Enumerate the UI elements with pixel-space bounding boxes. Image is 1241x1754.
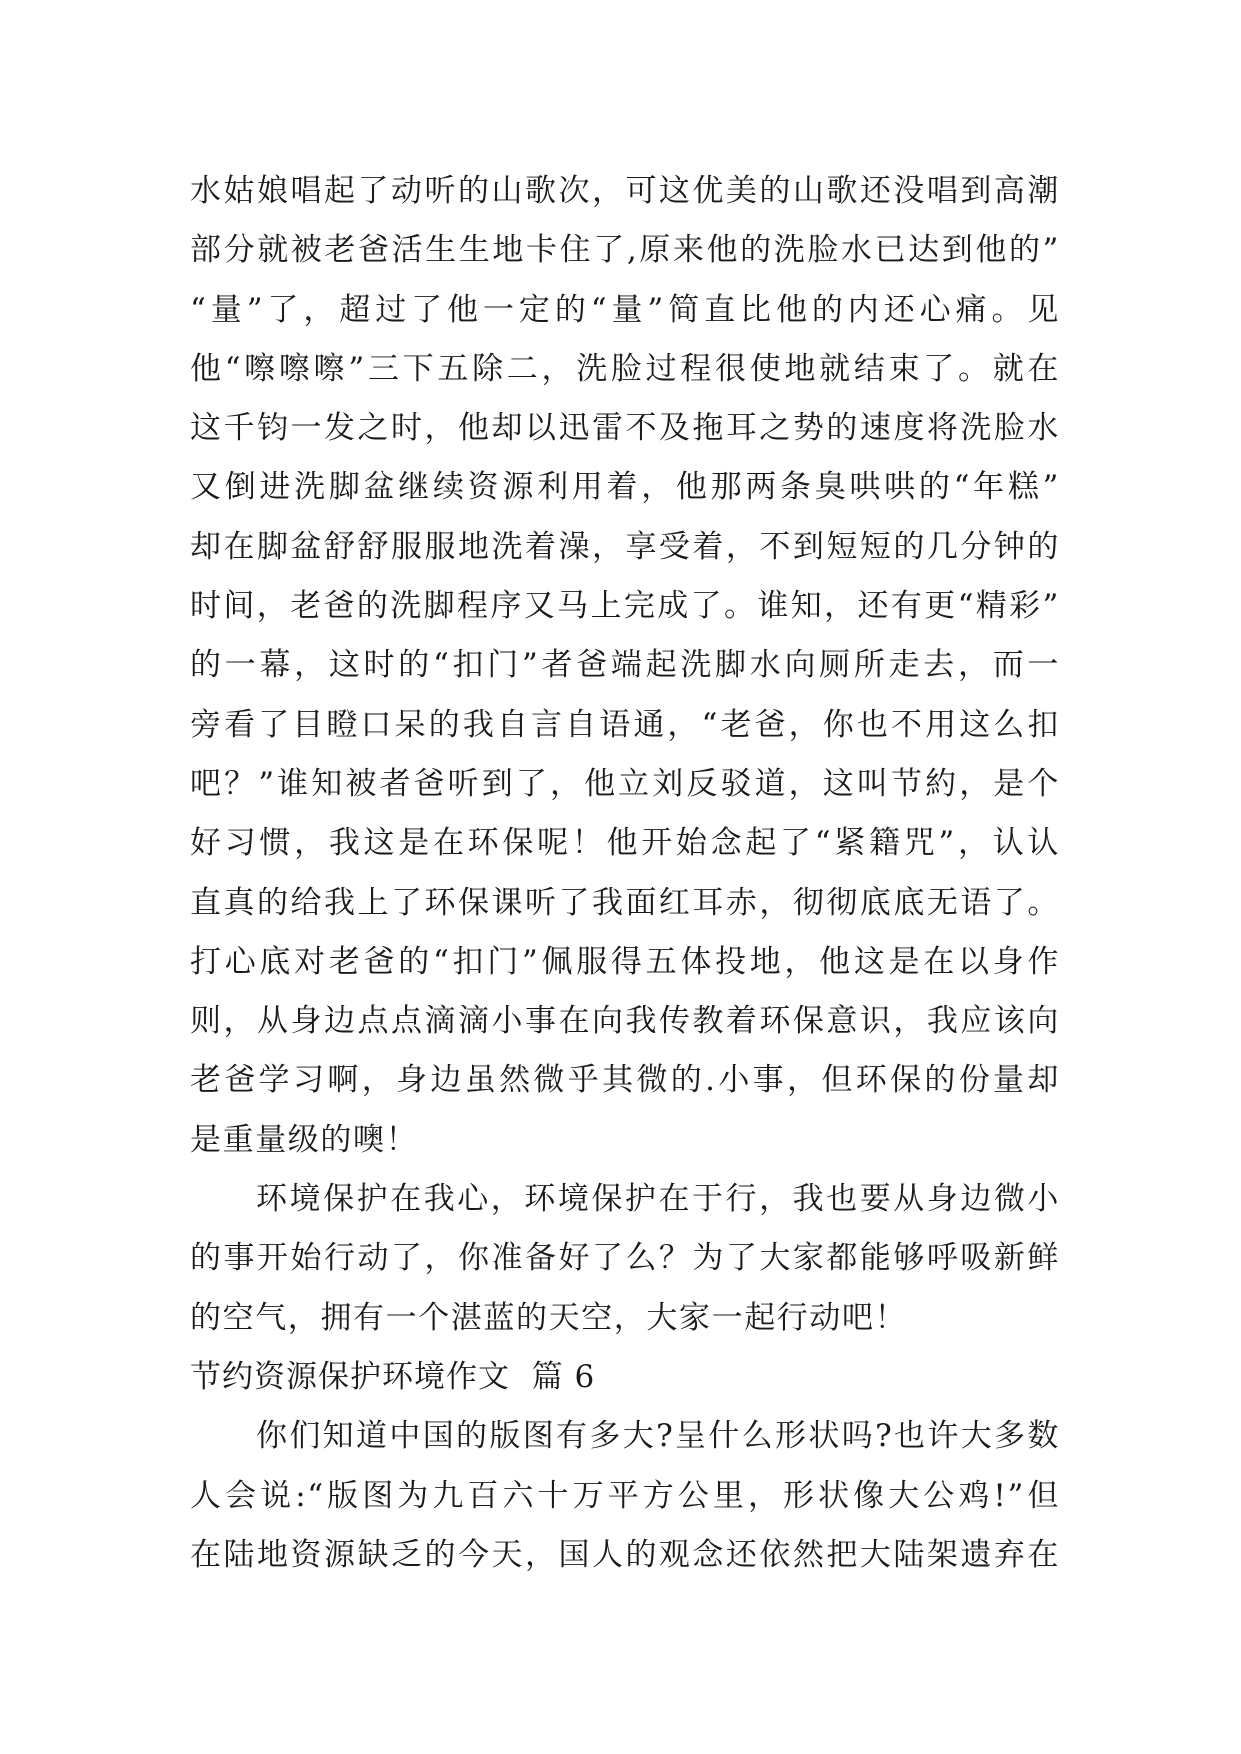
- text-line: 环境保护在我心，环境保护在于行，我也要从身边微小: [256, 1181, 1060, 1218]
- text-line: 好习惯，我这是在环保呢！他开始念起了“紧籍咒”，认认: [190, 825, 1060, 862]
- paragraph-3: [190, 1407, 1060, 1585]
- text-line: 这千钧一发之时，他却以迅雷不及拖耳之势的速度将洗脸水: [190, 410, 1060, 447]
- document-body: [190, 162, 1060, 1585]
- text-line: 的空气，拥有一个湛蓝的天空，大家一起行动吧！: [190, 1299, 908, 1336]
- text-line: 时间，老爸的洗脚程序又马上完成了。谁知，还有更“精彩”: [190, 588, 1060, 625]
- text-line: 又倒进洗脚盆继续资源利用着，他那两条臭哄哄的“年糕”: [190, 469, 1060, 506]
- text-line: 部分就被老爸活生生地卡住了,原来他的洗脸水已达到他的”: [190, 232, 1060, 269]
- text-line: “量”了，超过了他一定的“量”简直比他的内还心痛。见: [190, 291, 1060, 328]
- text-line: 是重量级的噢！: [190, 1121, 419, 1158]
- text-line: 的事开始行动了，你准备好了么？为了大家都能够呼吸新鲜: [190, 1240, 1060, 1277]
- text-line: 水姑娘唱起了动听的山歌次，可这优美的山歌还没唱到高潮: [190, 173, 1060, 209]
- text-line: 直真的给我上了环保课听了我面红耳赤，彻彻底底无语了。: [190, 884, 1060, 921]
- paragraph-1: [190, 162, 1060, 1170]
- text-line: 却在脚盆舒舒服服地洗着澡，享受着，不到短短的几分钟的: [190, 528, 1060, 565]
- text-line: 人会说:“版图为九百六十万平方公里，形状像大公鸡!”但: [190, 1477, 1060, 1514]
- text-line: 他“嚓嚓嚓”三下五除二，洗脸过程很使地就结束了。就在: [190, 350, 1060, 387]
- text-line: 吧？”谁知被者爸听到了，他立刘反驳道，这叫节約，是个: [190, 765, 1060, 802]
- text-line: 的一幕，这时的“扣门”者爸端起洗脚水向厕所走去，而一: [190, 647, 1060, 684]
- text-line: 老爸学习啊，身边虽然微乎其微的.小事，但环保的份量却: [190, 1062, 1060, 1099]
- section-heading: 节约资源保护环境作文 篇 6: [190, 1358, 596, 1395]
- text-line: 旁看了目瞪口呆的我自言自语通，“老爸，你也不用这么扣: [190, 706, 1060, 743]
- paragraph-2: [190, 1170, 1060, 1348]
- text-line: 则，从身边点点滴滴小事在向我传教着环保意识，我应该向: [190, 1003, 1060, 1040]
- text-line: 打心底对老爸的“扣门”佩服得五体投地，他这是在以身作: [190, 943, 1060, 980]
- text-line: 你们知道中国的版图有多大?呈什么形状吗?也许大多数: [256, 1418, 1060, 1455]
- text-line: 在陆地资源缺乏的今天，国人的观念还依然把大陆架遗弃在: [190, 1536, 1060, 1573]
